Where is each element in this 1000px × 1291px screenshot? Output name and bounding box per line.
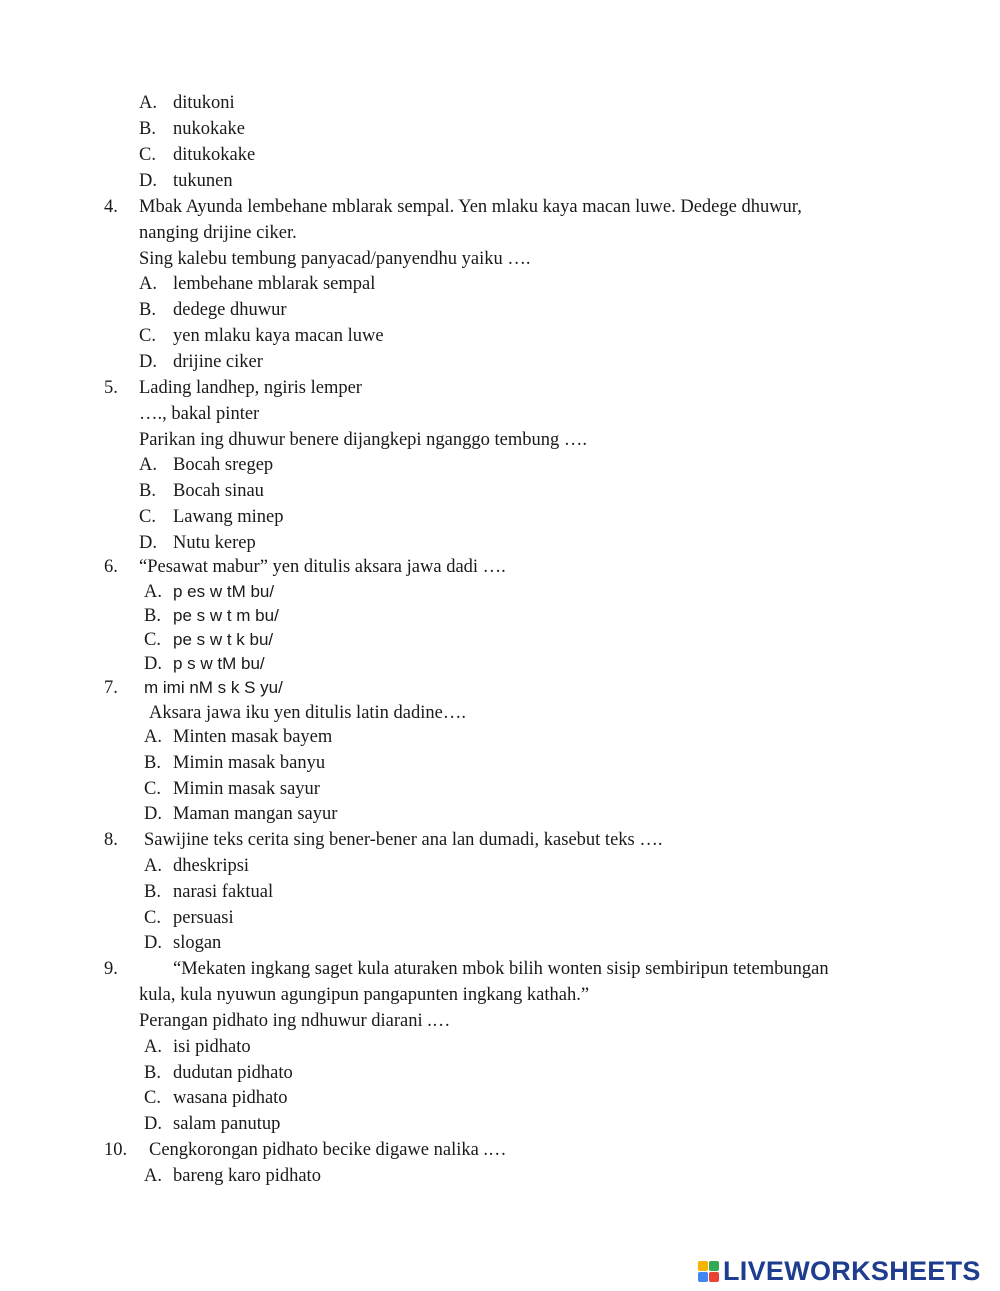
option-label: D. [139, 533, 157, 553]
option-text: lembehane mblarak sempal [173, 274, 376, 294]
q4-option-c[interactable] [139, 325, 384, 347]
q9-option-b[interactable] [144, 1062, 293, 1084]
q7-option-a[interactable] [144, 726, 332, 748]
option-label: B. [144, 606, 161, 626]
option-label: B. [139, 481, 156, 501]
logo-text: LIVEWORKSHEETS [723, 1255, 981, 1286]
q6-option-a[interactable] [144, 581, 274, 603]
q4-text-line2: nanging drijine ciker. [139, 223, 297, 243]
q3-option-a[interactable] [139, 92, 235, 114]
q4-number: 4. [104, 197, 118, 217]
option-label: C. [139, 145, 156, 165]
option-text: Minten masak bayem [173, 727, 333, 747]
q4-prompt: Sing kalebu tembung panyacad/panyendhu yaiku …. [139, 249, 531, 269]
q9-text-line1: “Mekaten ingkang saget kula aturaken mbok bilih wonten sisip sembiripun tetembungan [173, 959, 829, 979]
q8-option-d[interactable] [144, 932, 221, 954]
q6-option-c[interactable] [144, 629, 273, 651]
option-text: salam panutup [173, 1114, 281, 1134]
option-aksara-text: p s w tM bu/ [173, 654, 265, 673]
option-text: persuasi [173, 908, 234, 928]
option-text: dheskripsi [173, 856, 250, 876]
q3-option-d[interactable] [139, 170, 233, 192]
option-label: A. [139, 274, 157, 294]
option-label: A. [144, 856, 162, 876]
q9-option-d[interactable] [144, 1113, 280, 1135]
option-label: C. [139, 507, 156, 527]
q5-prompt: Parikan ing dhuwur benere dijangkepi nganggo tembung …. [139, 430, 588, 450]
q10-number: 10. [104, 1140, 128, 1160]
option-label: C. [144, 1088, 161, 1108]
q5-option-a[interactable] [139, 454, 273, 476]
option-text: tukunen [173, 171, 233, 191]
option-label: B. [139, 119, 156, 139]
option-label: A. [144, 582, 162, 602]
option-label: D. [139, 352, 157, 372]
option-label: D. [139, 171, 157, 191]
logo-tile [698, 1272, 708, 1282]
q10-option-a[interactable] [144, 1165, 321, 1187]
q6-prompt: “Pesawat mabur” yen ditulis aksara jawa dadi …. [139, 557, 506, 577]
option-label: B. [144, 882, 161, 902]
option-label: A. [144, 1037, 162, 1057]
option-label: C. [144, 908, 161, 928]
option-label: A. [144, 1166, 162, 1186]
q7-aksara-text: m imi nM s k S yu/ [144, 678, 283, 697]
option-label: D. [144, 804, 162, 824]
q7-option-b[interactable] [144, 752, 325, 774]
q4-option-d[interactable] [139, 351, 263, 373]
q9-prompt: Perangan pidhato ing ndhuwur diarani .… [139, 1011, 451, 1031]
option-label: A. [139, 93, 157, 113]
q6-option-b[interactable] [144, 605, 279, 627]
option-label: A. [144, 727, 162, 747]
q7-number: 7. [104, 678, 118, 698]
q4-text-line1: Mbak Ayunda lembehane mblarak sempal. Yen mlaku kaya macan luwe. Dedege dhuwur, [139, 197, 802, 217]
option-text: dudutan pidhato [173, 1063, 293, 1083]
logo-tiles-icon [698, 1261, 719, 1282]
option-text: Mimin masak sayur [173, 779, 320, 799]
q8-option-c[interactable] [144, 907, 234, 929]
q5-text-line1: Lading landhep, ngiris lemper [139, 378, 362, 398]
option-text: narasi faktual [173, 882, 274, 902]
q7-option-d[interactable] [144, 803, 337, 825]
option-label: C. [144, 779, 161, 799]
option-text: Nutu kerep [173, 533, 256, 553]
q10-prompt: Cengkorongan pidhato becike digawe nalika .… [149, 1140, 507, 1160]
option-text: Lawang minep [173, 507, 284, 527]
option-text: ditukokake [173, 145, 256, 165]
q9-number: 9. [104, 959, 118, 979]
option-text: drijine ciker [173, 352, 263, 372]
q3-option-b[interactable] [139, 118, 245, 140]
q8-prompt: Sawijine teks cerita sing bener-bener ana lan dumadi, kasebut teks …. [144, 830, 663, 850]
logo-tile [709, 1272, 719, 1282]
option-aksara-text: pe s w t m bu/ [173, 606, 279, 625]
q5-text-line2: …., bakal pinter [139, 404, 260, 424]
option-text: yen mlaku kaya macan luwe [173, 326, 384, 346]
option-label: D. [144, 1114, 162, 1134]
option-text: Maman mangan sayur [173, 804, 338, 824]
option-text: bareng karo pidhato [173, 1166, 321, 1186]
q8-number: 8. [104, 830, 118, 850]
option-label: B. [139, 300, 156, 320]
q6-number: 6. [104, 557, 118, 577]
option-text: Mimin masak banyu [173, 753, 326, 773]
q8-option-b[interactable] [144, 881, 273, 903]
option-label: C. [139, 326, 156, 346]
q7-prompt: Aksara jawa iku yen ditulis latin dadine…. [149, 703, 466, 723]
q5-option-b[interactable] [139, 480, 264, 502]
q5-option-d[interactable] [139, 532, 256, 554]
q9-option-a[interactable] [144, 1036, 251, 1058]
option-label: D. [144, 933, 162, 953]
q9-option-c[interactable] [144, 1087, 288, 1109]
option-text: Bocah sregep [173, 455, 274, 475]
option-text: ditukoni [173, 93, 235, 113]
logo-tile [698, 1261, 708, 1271]
q6-option-d[interactable] [144, 653, 265, 675]
q5-option-c[interactable] [139, 506, 283, 528]
q3-option-c[interactable] [139, 144, 255, 166]
option-aksara-text: p es w tM bu/ [173, 582, 275, 601]
q8-option-a[interactable] [144, 855, 249, 877]
option-text: wasana pidhato [173, 1088, 288, 1108]
option-label: A. [139, 455, 157, 475]
option-label: B. [144, 1063, 161, 1083]
option-label: C. [144, 630, 161, 650]
q4-option-b[interactable] [139, 299, 287, 321]
q4-option-a[interactable] [139, 273, 375, 295]
q5-number: 5. [104, 378, 118, 398]
option-label: B. [144, 753, 161, 773]
option-text: slogan [173, 933, 222, 953]
option-aksara-text: pe s w t k bu/ [173, 630, 274, 649]
option-text: Bocah sinau [173, 481, 264, 501]
option-text: nukokake [173, 119, 245, 139]
logo-tile [709, 1261, 719, 1271]
q9-text-line2: kula, kula nyuwun agungipun pangapunten ingkang kathah.” [139, 985, 590, 1005]
q7-option-c[interactable] [144, 778, 320, 800]
option-text: isi pidhato [173, 1037, 251, 1057]
liveworksheets-logo[interactable] [698, 1256, 981, 1286]
option-text: dedege dhuwur [173, 300, 287, 320]
option-label: D. [144, 654, 162, 674]
